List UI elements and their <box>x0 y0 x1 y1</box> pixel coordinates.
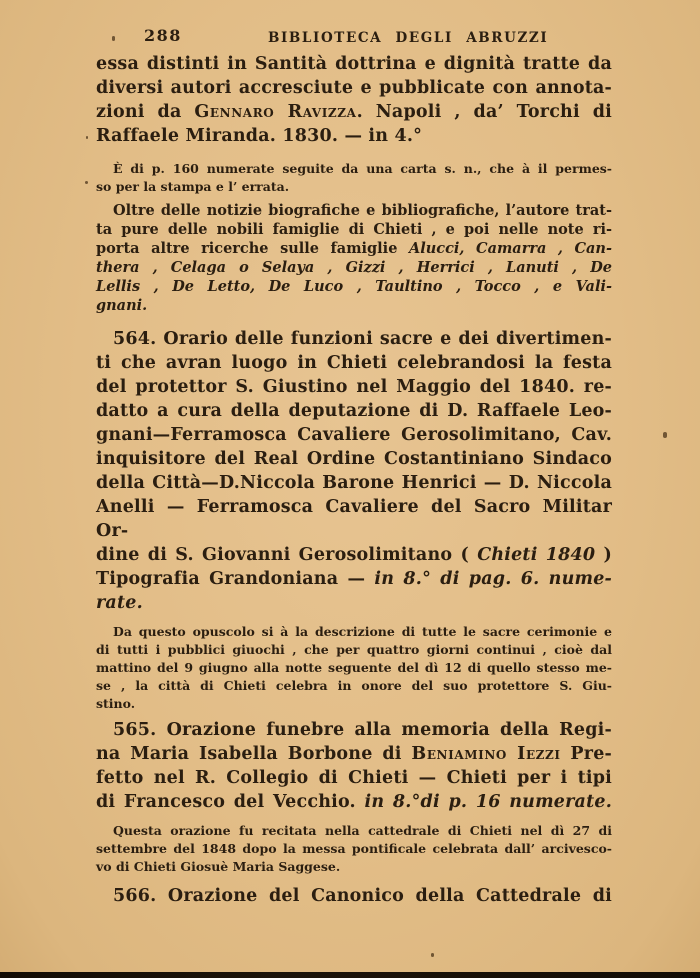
note-563-collation <box>96 160 612 196</box>
smallcaps-name: Gennaro Ravizza <box>194 102 357 122</box>
text-segment: diversi autori accresciute e pubblicate con annota- <box>96 78 612 98</box>
text-line <box>96 766 612 790</box>
text-segment: essa distinti in Santità dottrina e dignità tratte da <box>96 54 612 74</box>
text-segment: 566. Orazione del Canonico della Cattedrale di <box>113 886 612 906</box>
text-line <box>96 52 612 76</box>
text-segment: di tutti i pubblici giuochi , che per quattro giorni continui , cioè dal <box>96 642 612 657</box>
note-565 <box>96 822 612 876</box>
text-segment: so per la stampa e l’ errata. <box>96 179 290 194</box>
text-line <box>96 375 612 399</box>
text-line <box>96 423 612 447</box>
text-segment: Pre- <box>560 744 612 764</box>
text-line <box>96 677 612 695</box>
text-segment: inquisitore del Real Ordine Costantiniano Sindaco <box>96 449 612 469</box>
text-segment: È di p. 160 numerate seguite da una carta s. n., che à il permes- <box>113 161 612 176</box>
text-line <box>96 822 612 840</box>
italic-text: thera , Celaga o Selaya , Gizzi , Herrici , Lanuti , De <box>96 259 612 276</box>
text-segment: porta altre ricerche sulle famiglie <box>96 240 409 257</box>
text-line <box>96 543 612 567</box>
text-segment: Raffaele Miranda. 1830. — in 4.° <box>96 126 423 146</box>
italic-text: in 8.° di pag. 6. nume- <box>374 569 613 589</box>
text-segment: na Maria Isabella Borbone di <box>96 744 412 764</box>
text-line <box>96 76 612 100</box>
text-segment: zioni da <box>96 102 195 122</box>
text-line <box>96 591 612 615</box>
text-segment: mattino del 9 giugno alla notte seguente del dì 12 di quello stesso me- <box>96 660 612 675</box>
text-line <box>96 695 612 713</box>
text-line <box>96 495 612 543</box>
entry-565 <box>96 718 612 814</box>
text-line <box>96 201 612 220</box>
text-line <box>96 567 612 591</box>
text-line <box>96 641 612 659</box>
text-segment: 564. Orario delle funzioni sacre e dei divertimen- <box>113 329 612 349</box>
text-line <box>96 277 612 296</box>
text-line <box>96 351 612 375</box>
text-line <box>96 742 612 766</box>
text-line <box>96 718 612 742</box>
running-title: BIBLIOTECA DEGLI ABRUZZI <box>268 30 549 46</box>
italic-text: in 8.°di p. 16 numerate. <box>364 792 612 812</box>
italic-text: rate. <box>96 593 143 613</box>
italic-text: gnani. <box>96 297 148 314</box>
text-line <box>96 884 612 908</box>
text-line <box>96 858 612 876</box>
ink-speck <box>85 181 88 184</box>
text-segment: vo di Chieti Giosuè Maria Saggese. <box>96 859 341 874</box>
italic-text: Alucci, Camarra , Can- <box>408 240 612 257</box>
text-segment: della Città—D.Niccola Barone Henrici — D. Niccola <box>96 473 612 493</box>
text-segment: dine di S. Giovanni Gerosolimitano ( <box>96 545 478 565</box>
text-segment: . Napoli , da’ Torchi di <box>356 102 612 122</box>
text-line <box>96 220 612 239</box>
text-segment: se , la città di Chieti celebra in onore del suo protettore S. Giu- <box>96 678 612 693</box>
text-segment: Questa orazione fu recitata nella cattedrale di Chieti nel dì 27 di <box>113 823 612 838</box>
italic-text: Chieti 1840 <box>477 545 596 565</box>
text-line <box>96 296 612 315</box>
text-line <box>96 447 612 471</box>
ink-speck <box>663 432 667 438</box>
scan-edge-bottom <box>0 972 700 978</box>
note-563-families <box>96 201 612 315</box>
text-line <box>96 160 612 178</box>
entry-566 <box>96 884 612 908</box>
text-line <box>96 840 612 858</box>
text-segment: Oltre delle notizie biografiche e bibliografiche, l’autore trat- <box>113 202 612 219</box>
text-line <box>96 258 612 277</box>
text-line <box>96 471 612 495</box>
text-column <box>96 52 612 908</box>
text-segment: di Francesco del Vecchio. <box>96 792 365 812</box>
text-segment: stino. <box>96 696 136 711</box>
entry-564 <box>96 327 612 615</box>
text-segment: del protettor S. Giustino nel Maggio del 1840. re- <box>96 377 612 397</box>
page-number: 288 <box>144 26 182 45</box>
text-line <box>96 327 612 351</box>
text-line <box>96 399 612 423</box>
note-564 <box>96 623 612 713</box>
ink-speck <box>112 36 115 41</box>
text-segment: ta pure delle nobili famiglie di Chieti , e poi nelle note ri- <box>96 221 612 238</box>
text-segment: datto a cura della deputazione di D. Raffaele Leo- <box>96 401 612 421</box>
text-line <box>96 659 612 677</box>
text-line <box>96 623 612 641</box>
text-segment: settembre del 1848 dopo la messa pontificale celebrata dall’ arcivesco- <box>96 841 612 856</box>
text-segment: gnani—Ferramosca Cavaliere Gerosolimitano, Cav. <box>96 425 612 445</box>
ink-speck <box>431 953 434 957</box>
text-line <box>96 790 612 814</box>
text-line <box>96 239 612 258</box>
text-segment: Tipografia Grandoniana — <box>96 569 375 589</box>
italic-text: Lellis , De Letto, De Luco , Taultino , Tocco , e Vali- <box>96 278 612 295</box>
text-segment: ti che avran luogo in Chieti celebrandosi la festa <box>96 353 612 373</box>
text-line <box>96 124 612 148</box>
text-segment: Da questo opuscolo si à la descrizione di tutte le sacre cerimonie e <box>113 624 612 639</box>
text-line <box>96 178 612 196</box>
smallcaps-name: Beniamino Iezzi <box>411 744 561 764</box>
text-line <box>96 100 612 124</box>
text-segment: 565. Orazione funebre alla memoria della Regi- <box>113 720 612 740</box>
entry-563-continuation <box>96 52 612 148</box>
text-segment: Anelli — Ferramosca Cavaliere del Sacro Militar Or- <box>96 497 612 541</box>
text-segment: ) <box>595 545 612 565</box>
ink-speck <box>86 136 88 139</box>
text-segment: fetto nel R. Collegio di Chieti — Chieti per i tipi <box>96 768 612 788</box>
